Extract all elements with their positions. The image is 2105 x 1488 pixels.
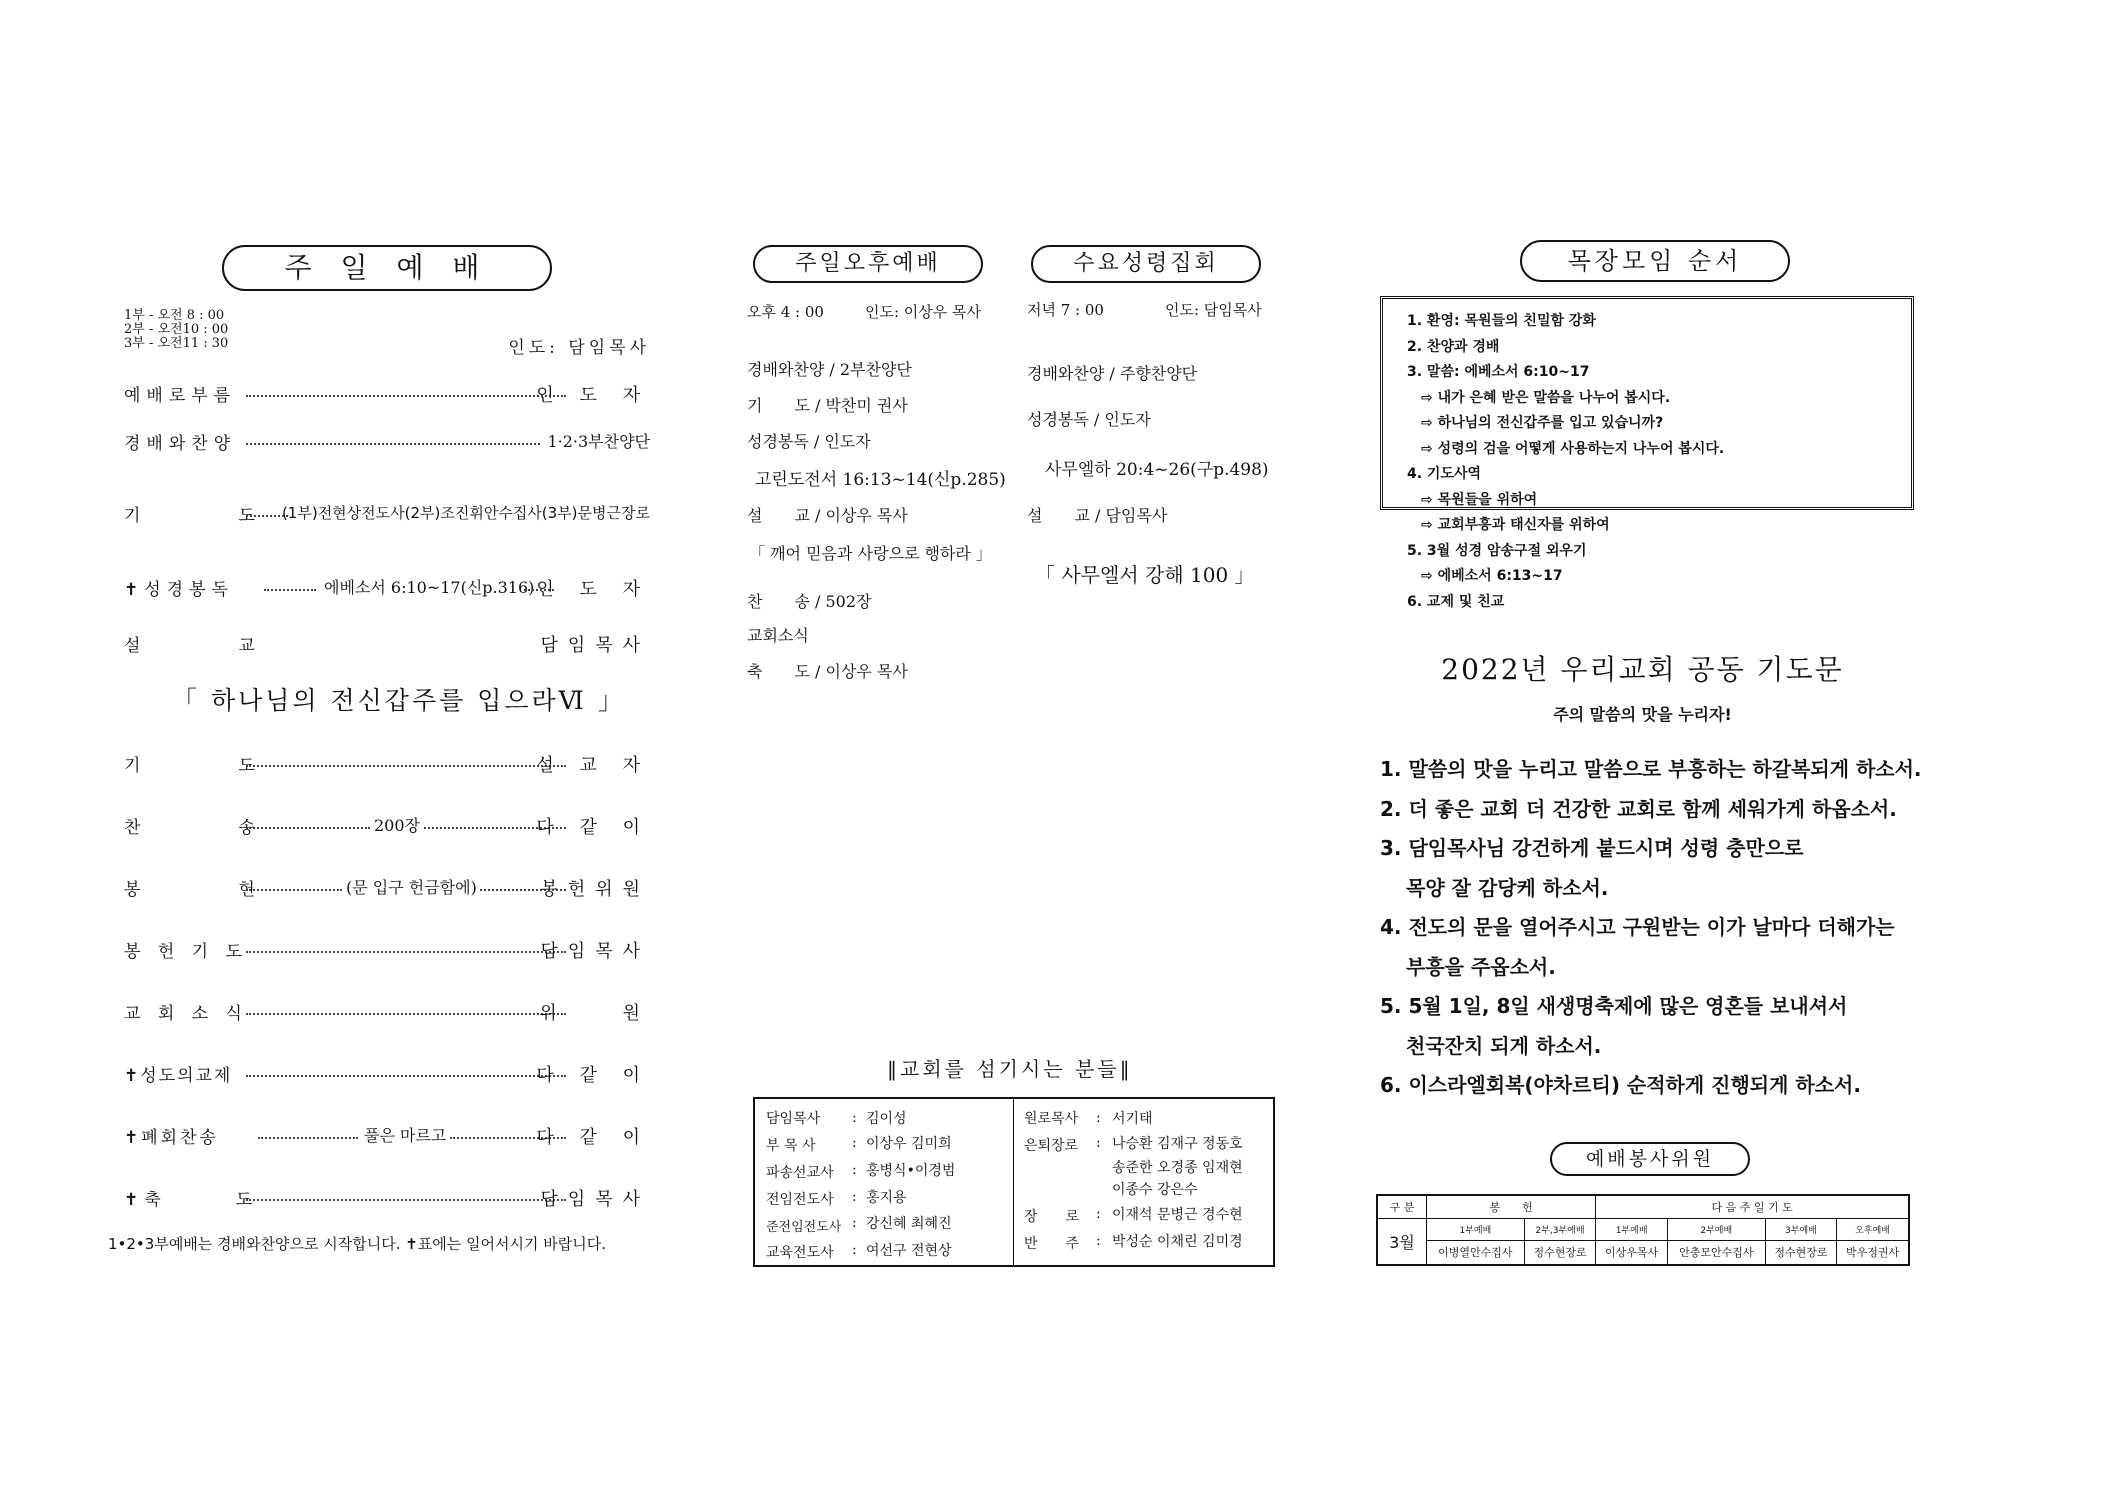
order-row	[124, 631, 650, 657]
order-label: 봉 헌 기 도	[124, 942, 248, 962]
order-row	[124, 1185, 650, 1211]
afternoon-wednesday-column	[745, 245, 1285, 1275]
cell-subline: ⇨ 목원들을 위하여	[1421, 491, 1538, 508]
sunday-service-column	[108, 245, 650, 1275]
order-right: 인 도 자	[536, 385, 650, 406]
wednesday-scripture: 사무엘하 20:4~26(구p.498)	[1045, 460, 1269, 480]
prayer-line: 천국잔치 되게 하소서.	[1406, 1033, 1602, 1058]
cell-prayer-column	[1370, 240, 1922, 1280]
afternoon-time: 오후 4 : 00	[747, 303, 824, 321]
afternoon-item: 찬 송 / 502장	[747, 592, 872, 611]
afternoon-title: 주일오후예배	[753, 245, 983, 283]
service-committee-table: 구 분 봉 헌 다 음 주 일 기 도 3월 1부예배 2부,3부예배 1부예배 2부예배 3부예배 오후예배 이병열안수집사 정수현장로 이상우목사 안충모안수집사 정수현장로 박우정권사	[1376, 1194, 1910, 1266]
service-times	[124, 309, 228, 351]
prayer-line: 2. 더 좋은 교회 더 건강한 교회로 함께 세워가게 하옵소서.	[1380, 796, 1897, 821]
prayer-line: 목양 잘 감당케 하소서.	[1406, 875, 1609, 900]
order-row	[124, 429, 650, 455]
order-right: 담임목사	[540, 941, 650, 962]
cell-subline: ⇨ 하나님의 전신갑주를 입고 있습니까?	[1421, 415, 1664, 431]
wednesday-item: 경배와찬양 / 주향찬양단	[1027, 364, 1198, 383]
cell-meeting-title: 목장모임 순서	[1520, 240, 1790, 282]
sunday-leader: 인도: 담임목사	[508, 338, 650, 358]
prayer-line: 1. 말씀의 맛을 누리고 말씀으로 부흥하는 하갈복되게 하소서.	[1380, 757, 1922, 781]
prayer-line: 4. 전도의 문을 열어주시고 구원받는 이가 날마다 더해가는	[1380, 915, 1895, 939]
order-right: 인 도 자	[536, 579, 650, 600]
staff-left-table: 담임목사 : 김이성 부 목 사 : 이상우 김미희 파송선교사 : 홍병식•이경범 전임전도사 : 홍지용 준전임전도사 : 강신혜 최혜진 교육전도사 : 여선구 전현상	[766, 1110, 956, 1261]
order-label: 찬 송	[124, 818, 261, 838]
wednesday-item: 성경봉독 / 인도자	[1027, 410, 1151, 429]
order-row	[124, 813, 650, 839]
order-label: ✝성경봉독	[124, 580, 234, 600]
order-middle: 200장	[374, 816, 420, 835]
prayer-subtitle: 주의 말씀의 맛을 누리자!	[1553, 705, 1732, 724]
order-right: 다 같 이	[536, 1127, 650, 1148]
order-right: 다 같 이	[536, 817, 650, 838]
order-label: 설 교	[124, 636, 261, 656]
staff-title: ‖교회를 섬기시는 분들‖	[887, 1057, 1133, 1081]
staff-right-table: 원로목사 : 서기태 은퇴장로 : 나승환 김재구 정동호 송준한 오경종 임재현 이종수 강은수 장 로 : 이재석 문병근 경수현 반 주 : 박성순 이채린 김미경	[1024, 1110, 1243, 1252]
sermon-title: 「 하나님의 전신갑주를 입으라Ⅵ 」	[172, 686, 626, 715]
prayer-title: 2022년 우리교회 공동 기도문	[1441, 653, 1844, 686]
order-middle: (1부)전현상전도사(2부)조진휘안수집사(3부)문병근장로	[281, 504, 650, 522]
sunday-footnote: 1•2•3부예배는 경배와찬양으로 시작합니다. ✝표에는 일어서시기 바랍니다.	[108, 1235, 606, 1253]
afternoon-item: 성경봉독 / 인도자	[747, 432, 871, 451]
order-right: 설 교 자	[536, 755, 650, 776]
order-right: 다 같 이	[536, 1065, 650, 1086]
afternoon-item: 교회소식	[747, 626, 809, 645]
order-row	[124, 1061, 650, 1087]
wednesday-leader: 인도: 담임목사	[1165, 301, 1262, 319]
order-middle: (문 입구 헌금함에)	[346, 878, 477, 897]
order-right: 위 원	[539, 1003, 650, 1024]
order-right: 1·2·3부찬양단	[547, 432, 650, 451]
order-row	[124, 575, 650, 601]
order-label: ✝성도의교제	[124, 1066, 233, 1086]
cell-line: 1. 환영: 목원들의 친밀함 강화	[1407, 313, 1596, 329]
order-label: ✝축 도	[124, 1190, 259, 1210]
order-right: 담임목사	[540, 1189, 650, 1210]
cell-line: 4. 기도사역	[1407, 466, 1482, 482]
cell-line: 5. 3월 성경 암송구절 외우기	[1407, 542, 1587, 559]
time-1: 1부 - 오전 8 : 00	[124, 308, 225, 323]
afternoon-leader: 인도: 이상우 목사	[865, 303, 982, 321]
order-middle: 에베소서 6:10~17(신p.316)	[324, 578, 535, 597]
prayer-line: 5. 5월 1일, 8일 새생명축제에 많은 영혼들 보내셔서	[1380, 994, 1848, 1018]
cell-subline: ⇨ 교회부흥과 태신자를 위하여	[1421, 517, 1610, 533]
afternoon-item: 경배와찬양 / 2부찬양단	[747, 360, 912, 379]
service-committee-title: 예배봉사위원	[1550, 1142, 1750, 1176]
afternoon-scripture: 고린도전서 16:13~14(신p.285)	[755, 470, 1006, 490]
order-row	[124, 937, 650, 963]
wednesday-item: 설 교 / 담임목사	[1027, 506, 1168, 525]
wednesday-time: 저녁 7 : 00	[1027, 301, 1104, 319]
wednesday-sermon-title: 「 사무엘서 강해 100 」	[1035, 563, 1255, 587]
order-row	[124, 875, 650, 901]
afternoon-item: 축 도 / 이상우 목사	[747, 662, 908, 681]
order-row	[124, 381, 650, 407]
order-right: 봉헌위원	[540, 879, 650, 900]
cell-subline: ⇨ 내가 은혜 받은 말씀을 나누어 봅시다.	[1421, 389, 1671, 406]
prayer-line: 3. 담임목사님 강건하게 붙드시며 성령 충만으로	[1380, 836, 1804, 860]
time-2: 2부 - 오전10 : 00	[124, 322, 229, 337]
time-3: 3부 - 오전11 : 30	[124, 336, 229, 351]
order-label: 예배로부름	[124, 386, 237, 406]
order-label: ✝폐회찬송	[124, 1128, 219, 1148]
order-middle: 풀은 마르고	[364, 1126, 447, 1145]
afternoon-item: 설 교 / 이상우 목사	[747, 506, 908, 525]
order-label: 경배와찬양	[124, 434, 237, 454]
cell-line: 2. 찬양과 경배	[1407, 338, 1500, 355]
sunday-title: 주 일 예 배	[222, 245, 552, 291]
order-row	[124, 501, 650, 527]
order-row	[124, 999, 650, 1025]
cell-subline: ⇨ 에베소서 6:13~17	[1421, 568, 1563, 584]
order-right: 담임목사	[540, 635, 650, 656]
order-row	[124, 751, 650, 777]
order-label: 교 회 소 식	[124, 1004, 248, 1024]
cell-meeting-box	[1380, 296, 1914, 610]
order-label: 기 도	[124, 756, 261, 776]
order-label: 봉 헌	[124, 880, 261, 900]
prayer-line: 6. 이스라엘회복(야차르티) 순적하게 진행되게 하소서.	[1380, 1073, 1861, 1097]
cell-line: 3. 말씀: 에베소서 6:10~17	[1407, 364, 1590, 380]
staff-box	[753, 1097, 1275, 1267]
cell-line: 6. 교제 및 친교	[1407, 593, 1505, 610]
order-label: 기 도	[124, 506, 261, 526]
wednesday-title: 수요성령집회	[1031, 245, 1261, 283]
prayer-line: 부흥을 주옵소서.	[1406, 954, 1556, 979]
order-row	[124, 1123, 650, 1149]
cell-subline: ⇨ 성령의 검을 어떻게 사용하는지 나누어 봅시다.	[1421, 440, 1725, 457]
prayer-list	[1380, 750, 1922, 1106]
afternoon-sermon-title: 「 깨어 믿음과 사랑으로 행하라 」	[749, 544, 992, 563]
afternoon-item: 기 도 / 박찬미 권사	[747, 396, 908, 415]
